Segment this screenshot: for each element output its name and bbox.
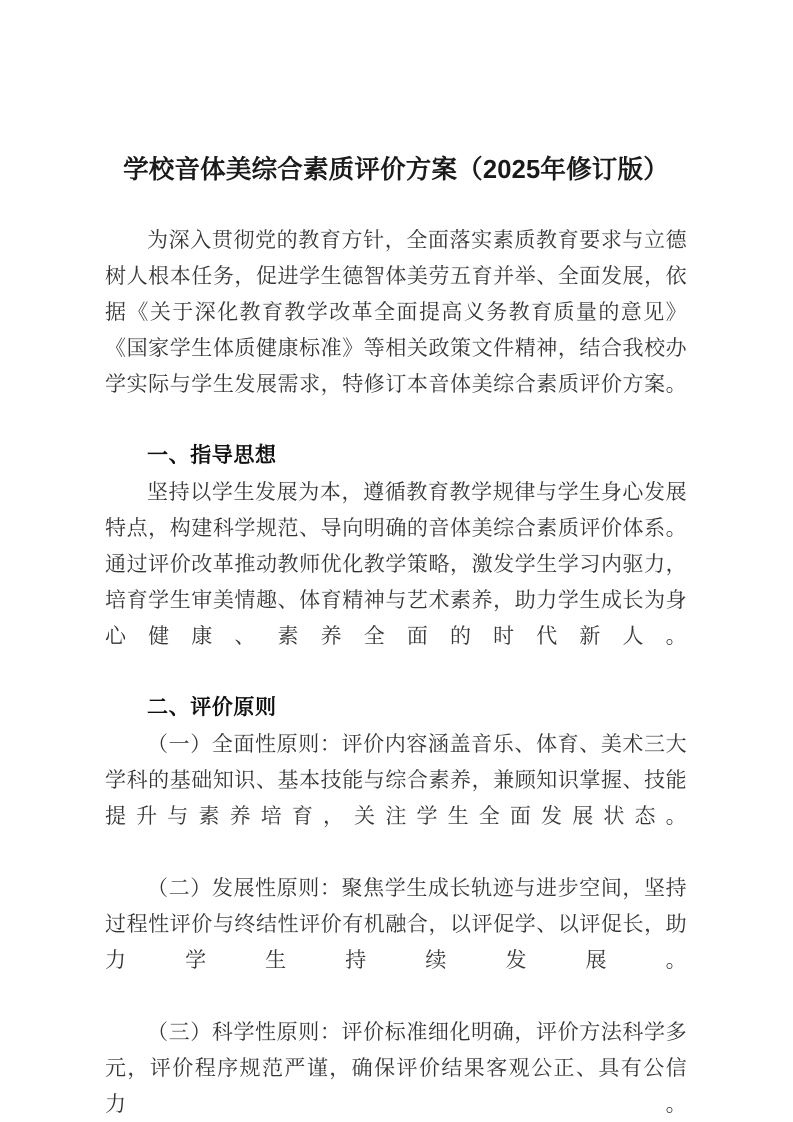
section-1-paragraph: 坚持以学生发展为本，遵循教育教学规律与学生身心发展特点，构建科学规范、导向明确的音体美综合素质评价体系。通过评价改革推动教师优化教学策略，激发学生学习内驱力，培育学生审美情趣、体育精神与艺术素养，助力学生成长为身心健康、素养全面的时代新人。 [105,480,687,648]
principle-1-paragraph: （一）全面性原则：评价内容涵盖音乐、体育、美术三大学科的基础知识、基本技能与综合素养，兼顾知识掌握、技能提升与素养培育，关注学生全面发展状态。 [105,732,687,828]
document-body [105,188,687,1122]
principle-2-paragraph: （二）发展性原则：聚焦学生成长轨迹与进步空间，坚持过程性评价与终结性评价有机融合，以评促学、以评促长，助力学生持续发展。 [105,876,687,972]
principle-3-paragraph: （三）科学性原则：评价标准细化明确，评价方法科学多元，评价程序规范严谨，确保评价结果客观公正、具有公信力。 [105,1020,687,1116]
document-content [105,0,687,1122]
section-heading-2: 二、评价原则 [147,696,277,719]
page-title: 学校音体美综合素质评价方案（2025年修订版） [123,156,669,184]
preamble-paragraph: 为深入贯彻党的教育方针，全面落实素质教育要求与立德树人根本任务，促进学生德智体美劳五育并举、全面发展，依据《关于深化教育教学改革全面提高义务教育质量的意见》《国家学生体质健康标准》等相关政策文件精神，结合我校办学实际与学生发展需求，特修订本音体美综合素质评价方案。 [105,228,687,396]
section-heading-1: 一、指导思想 [147,444,277,467]
